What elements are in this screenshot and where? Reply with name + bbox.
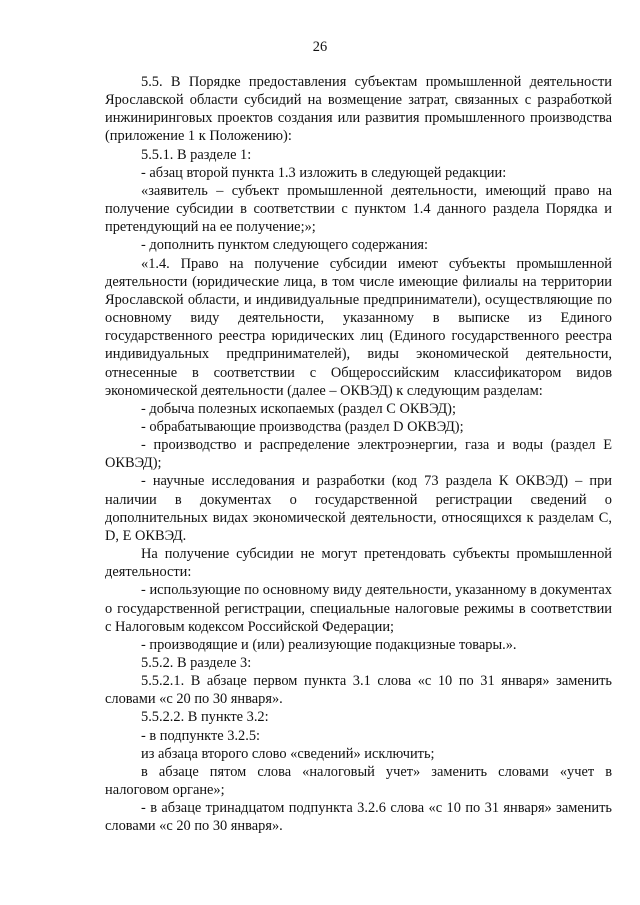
paragraph: в абзаце пятом слова «налоговый учет» заменить словами «учет в налоговом органе»; [105, 763, 612, 799]
page-number: 26 [312, 39, 328, 55]
paragraph: - в подпункте 3.2.5: [141, 727, 261, 744]
paragraph: - обрабатывающие производства (раздел D ОКВЭД); [141, 418, 464, 435]
paragraph: «1.4. Право на получение субсидии имеют субъекты промышленной деятельности (юридические лица, в том числе имеющие филиалы на территории Ярославской области, и индивидуальные предприниматели), осуществляющие по основному виду деятельности, указанному в выписке из Единого государственного реестра юридических лиц (Единого государственного реестра индивидуальных предпринимателей), виды экономической деятельности, отнесенные в соответствии с Общероссийским классификатором видов экономической деятельности (далее – ОКВЭД) к следующим разделам: [105, 255, 612, 399]
paragraph: 5.5. В Порядке предоставления субъектам промышленной деятельности Ярославской области субсидий на возмещение затрат, связанных с разработкой инжиниринговых проектов создания или развития промышленного производства (приложение 1 к Положению): [105, 74, 612, 145]
paragraph: 5.5.2.2. В пункте 3.2: [141, 709, 269, 726]
paragraph: - добыча полезных ископаемых (раздел С ОКВЭД); [141, 400, 456, 417]
paragraph: - производство и распределение электроэнергии, газа и воды (раздел E ОКВЭД); [105, 437, 612, 472]
paragraph: 5.5.2. В разделе 3: [141, 655, 252, 671]
paragraph: - производящие и (или) реализующие подакцизные товары.». [141, 636, 517, 653]
paragraph: На получение субсидии не могут претендовать субъекты промышленной деятельности: [105, 546, 612, 581]
paragraph: - абзац второй пункта 1.3 изложить в следующей редакции: [141, 164, 507, 181]
paragraph: - в абзаце тринадцатом подпункта 3.2.6 слова «с 10 по 31 января» заменить словами «с 20 по 30 января». [105, 800, 612, 835]
paragraph: - дополнить пунктом следующего содержания: [141, 237, 429, 254]
paragraph: 5.5.2.1. В абзаце первом пункта 3.1 слова «с 10 по 31 января» заменить словами «с 20 по 30 января». [105, 673, 612, 708]
paragraph: - научные исследования и разработки (код 73 раздела К ОКВЭД) – при наличии в документах о государственной регистрации сведений о дополнительных видах экономической деятельности, относящихся к разделам C, D, E ОКВЭД. [105, 473, 612, 544]
paragraph: из абзаца второго слово «сведений» исключить; [141, 745, 435, 762]
paragraph: - использующие по основному виду деятельности, указанному в документах о государственной регистрации, специальные налоговые режимы в соответствии с Налоговым кодексом Российской Федерации; [105, 582, 612, 635]
paragraph: «заявитель – субъект промышленной деятельности, имеющий право на получение субсидии в соответствии с пунктом 1.4 данного раздела Порядка и претендующий на ее получение;»; [105, 182, 612, 236]
document-body [105, 73, 612, 836]
paragraph: 5.5.1. В разделе 1: [141, 146, 252, 163]
